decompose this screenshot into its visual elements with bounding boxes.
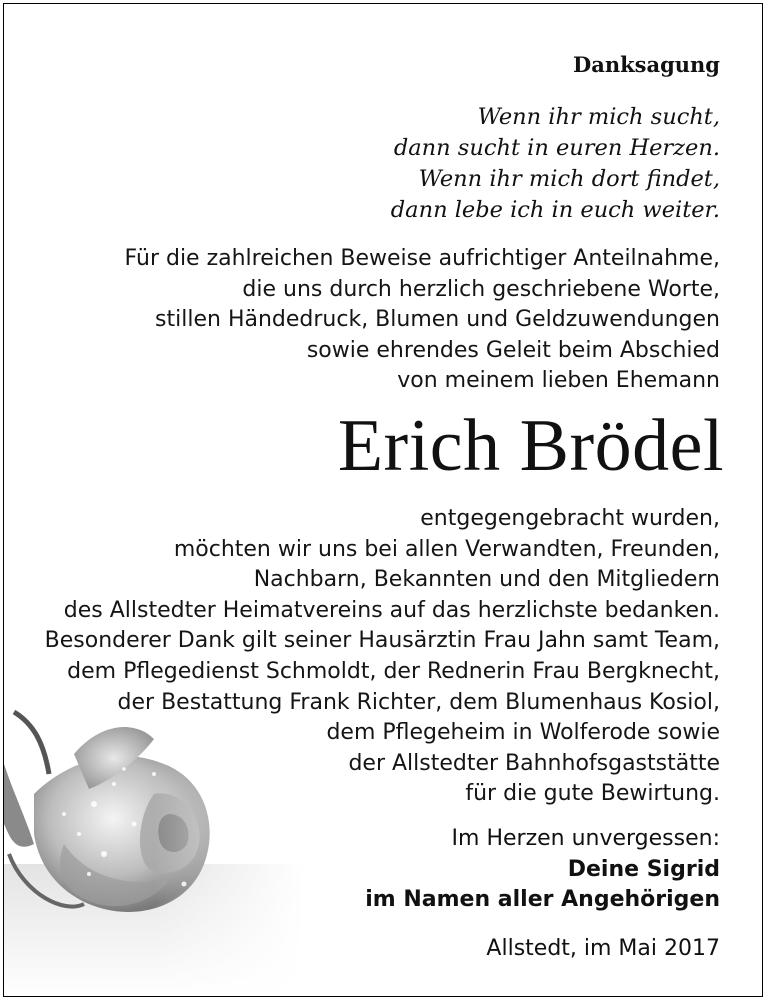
thanks-line: Besonderer Dank gilt seiner Hausärztin Frau Jahn samt Team,: [44, 628, 720, 654]
intro-line: stillen Händedruck, Blumen und Geldzuwendungen: [155, 307, 720, 332]
place-date: Allstedt, im Mai 2017: [486, 936, 720, 961]
thanks-line: entgegengebracht wurden,: [420, 506, 720, 531]
intro-line: die uns durch herzlich geschriebene Worte,: [242, 276, 720, 302]
thanks-paragraph: [45, 504, 720, 810]
closing-signature: [365, 824, 720, 916]
poem-line: Wenn ihr mich dort findet,: [418, 166, 720, 192]
intro-paragraph: [125, 244, 720, 397]
intro-line: von meinem lieben Ehemann: [397, 368, 720, 393]
thanks-line: möchten wir uns bei allen Verwandten, Freunden,: [173, 536, 720, 562]
signer-name: Deine Sigrid: [567, 856, 720, 882]
intro-line: sowie ehrendes Geleit beim Abschied: [306, 337, 720, 363]
heading: Danksagung: [573, 52, 720, 77]
thanks-line: des Allstedter Heimatvereins auf das herzlichste bedanken.: [63, 597, 720, 623]
poem-line: dann lebe ich in euch weiter.: [390, 197, 720, 223]
thanks-line: dem Pflegedienst Schmoldt, der Rednerin Frau Bergknecht,: [67, 658, 720, 684]
poem-line: dann sucht in euren Herzen.: [393, 135, 720, 161]
closing-line: Im Herzen unvergessen:: [451, 826, 720, 851]
deceased-name: Erich Brödel: [337, 405, 724, 487]
thanks-line: der Bestattung Frank Richter, dem Blumenhaus Kosiol,: [117, 689, 720, 715]
intro-line: Für die zahlreichen Beweise aufrichtiger Anteilnahme,: [124, 246, 720, 271]
thanks-line: der Allstedter Bahnhofsgaststätte: [348, 750, 720, 776]
obituary-card: [3, 3, 763, 997]
thanks-line: Nachbarn, Bekannten und den Mitgliedern: [253, 567, 720, 593]
poem-line: Wenn ihr mich sucht,: [477, 104, 720, 130]
signer-note: im Namen aller Angehörigen: [365, 887, 720, 912]
thanks-line: für die gute Bewirtung.: [465, 781, 720, 807]
poem: [391, 102, 720, 226]
thanks-line: dem Pflegeheim in Wolferode sowie: [326, 720, 720, 746]
